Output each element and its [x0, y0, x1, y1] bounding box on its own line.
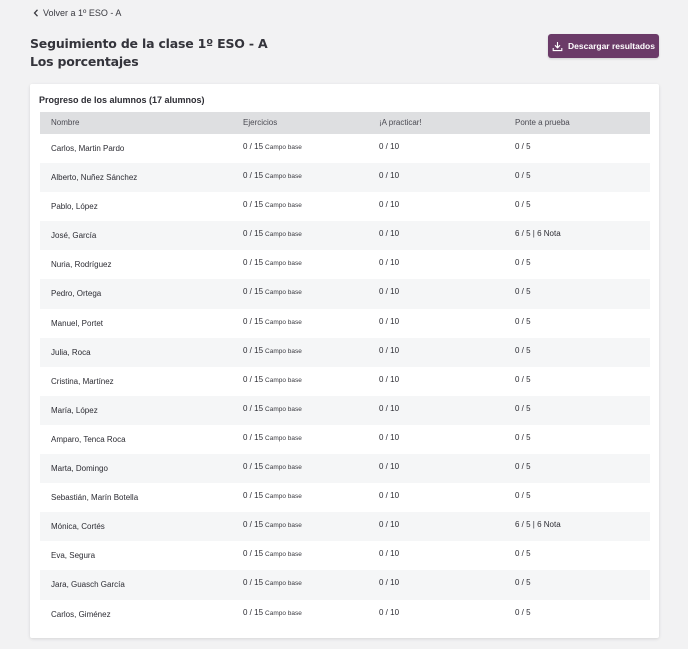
exercises-value: 0 / 15: [243, 258, 264, 268]
exercise-level-tag: Campo base: [265, 202, 302, 210]
exercises-cell: [232, 541, 368, 570]
exercise-level-tag: Campo base: [265, 289, 302, 297]
practice-value: 0 / 10: [379, 578, 400, 588]
student-name: Mónica, Cortés: [51, 522, 105, 532]
test-value: 6 / 5 | 6 Nota: [515, 229, 561, 239]
exercises-cell: [232, 163, 368, 192]
table-row: [40, 396, 650, 425]
student-name: Nuria, Rodríguez: [51, 260, 112, 270]
exercise-level-tag: Campo base: [265, 260, 302, 268]
exercise-level-tag: Campo base: [265, 405, 302, 413]
test-value: 0 / 5: [515, 578, 531, 588]
test-value: 0 / 5: [515, 142, 531, 151]
exercises-value: 0 / 15: [243, 200, 264, 210]
column-header-practice: ¡A practicar!: [379, 118, 422, 127]
exercises-value: 0 / 15: [243, 520, 264, 530]
student-name: Carlos, Giménez: [51, 609, 111, 619]
test-value: 0 / 5: [515, 171, 531, 181]
exercises-cell: [232, 483, 368, 512]
exercises-cell: [232, 396, 368, 425]
exercises-value: 0 / 15: [243, 491, 264, 501]
student-name: Amparo, Tenca Roca: [51, 434, 126, 444]
practice-value: 0 / 10: [379, 520, 400, 530]
practice-value: 0 / 10: [379, 462, 400, 472]
exercises-value: 0 / 15: [243, 374, 264, 384]
exercises-value: 0 / 15: [243, 403, 264, 413]
student-name: Pablo, López: [51, 202, 98, 212]
table-row: [40, 279, 650, 308]
practice-value: 0 / 10: [379, 374, 400, 384]
chevron-left-icon: [33, 9, 39, 17]
table-row: [40, 309, 650, 338]
column-header-exercises: Ejercicios: [243, 118, 278, 127]
exercises-cell: [232, 367, 368, 396]
test-value: 0 / 5: [515, 287, 531, 297]
exercises-value: 0 / 15: [243, 345, 264, 355]
test-value: 0 / 5: [515, 258, 531, 268]
table-row: [40, 338, 650, 367]
test-value: 0 / 5: [515, 374, 531, 384]
back-link[interactable]: [33, 8, 121, 18]
practice-value: 0 / 10: [379, 491, 400, 501]
exercise-level-tag: Campo base: [265, 434, 302, 442]
table-row: [40, 483, 650, 512]
practice-value: 0 / 10: [379, 229, 400, 239]
test-value: 0 / 5: [515, 607, 531, 617]
exercises-value: 0 / 15: [243, 462, 264, 472]
student-name: Eva, Segura: [51, 551, 96, 561]
exercises-cell: [232, 309, 368, 338]
page-title: [30, 35, 268, 71]
exercises-value: 0 / 15: [243, 316, 264, 326]
student-name: Marta, Domingo: [51, 464, 108, 474]
table-row: [40, 367, 650, 396]
exercises-cell: [232, 250, 368, 279]
table-row: [40, 134, 650, 163]
test-value: 0 / 5: [515, 316, 531, 326]
exercise-level-tag: Campo base: [265, 376, 302, 384]
student-name: Cristina, Martínez: [51, 376, 114, 386]
test-value: 0 / 5: [515, 345, 531, 355]
practice-value: 0 / 10: [379, 258, 400, 268]
practice-value: 0 / 10: [379, 403, 400, 413]
practice-value: 0 / 10: [379, 345, 400, 355]
table-row: [40, 250, 650, 279]
exercises-cell: [232, 425, 368, 454]
exercises-cell: [232, 221, 368, 250]
practice-value: 0 / 10: [379, 200, 400, 210]
exercise-level-tag: Campo base: [265, 173, 302, 181]
table-row: [40, 600, 650, 629]
progress-table: [40, 112, 650, 629]
practice-value: 0 / 10: [379, 432, 400, 442]
exercises-cell: [232, 512, 368, 541]
student-name: María, López: [51, 405, 98, 415]
table-header: [40, 112, 650, 134]
table-row: [40, 221, 650, 250]
student-name: Jara, Guasch García: [51, 580, 125, 590]
table-body: [40, 134, 650, 629]
exercises-value: 0 / 15: [243, 432, 264, 442]
column-header-name: Nombre: [51, 118, 80, 127]
page-title-topic: Los porcentajes: [30, 54, 139, 69]
student-name: Alberto, Nuñez Sánchez: [51, 173, 138, 183]
test-value: 6 / 5 | 6 Nota: [515, 520, 561, 530]
table-row: [40, 512, 650, 541]
practice-value: 0 / 10: [379, 316, 400, 326]
exercises-value: 0 / 15: [243, 578, 264, 588]
back-link-label: Volver a 1º ESO - A: [43, 8, 122, 18]
table-row: [40, 163, 650, 192]
table-row: [40, 454, 650, 483]
practice-value: 0 / 10: [379, 171, 400, 181]
exercise-level-tag: Campo base: [265, 609, 302, 617]
student-name: José, García: [51, 231, 97, 241]
progress-card: [30, 84, 659, 638]
student-name: Manuel, Portet: [51, 318, 104, 328]
card-title: Progreso de los alumnos (17 alumnos): [39, 95, 205, 105]
exercises-cell: [232, 279, 368, 308]
table-row: [40, 192, 650, 221]
column-header-test: Ponte a prueba: [515, 118, 570, 127]
test-value: 0 / 5: [515, 462, 531, 472]
exercise-level-tag: Campo base: [265, 144, 302, 151]
student-name: Sebastián, Marín Botella: [51, 493, 139, 503]
practice-value: 0 / 10: [379, 142, 400, 151]
exercises-value: 0 / 15: [243, 549, 264, 559]
exercises-cell: [232, 600, 368, 629]
exercise-level-tag: Campo base: [265, 464, 302, 472]
exercises-value: 0 / 15: [243, 142, 264, 151]
test-value: 0 / 5: [515, 549, 531, 559]
exercises-cell: [232, 192, 368, 221]
exercise-level-tag: Campo base: [265, 318, 302, 326]
test-value: 0 / 5: [515, 200, 531, 210]
practice-value: 0 / 10: [379, 287, 400, 297]
exercises-cell: [232, 570, 368, 599]
student-name: Pedro, Ortega: [51, 289, 102, 299]
exercise-level-tag: Campo base: [265, 580, 302, 588]
exercise-level-tag: Campo base: [265, 551, 302, 559]
table-row: [40, 425, 650, 454]
practice-value: 0 / 10: [379, 607, 400, 617]
student-name: Carlos, Martin Pardo: [51, 144, 125, 153]
exercises-value: 0 / 15: [243, 229, 264, 239]
exercises-cell: [232, 134, 368, 163]
test-value: 0 / 5: [515, 432, 531, 442]
exercise-level-tag: Campo base: [265, 493, 302, 501]
exercises-value: 0 / 15: [243, 607, 264, 617]
test-value: 0 / 5: [515, 491, 531, 501]
download-results-label: Descargar resultados: [568, 41, 655, 51]
exercises-value: 0 / 15: [243, 171, 264, 181]
exercise-level-tag: Campo base: [265, 522, 302, 530]
download-icon: [552, 41, 563, 52]
download-results-button[interactable]: [548, 34, 659, 58]
exercise-level-tag: Campo base: [265, 231, 302, 239]
exercises-value: 0 / 15: [243, 287, 264, 297]
table-row: [40, 541, 650, 570]
table-row: [40, 570, 650, 599]
exercises-cell: [232, 454, 368, 483]
student-name: Julia, Roca: [51, 347, 91, 357]
test-value: 0 / 5: [515, 403, 531, 413]
page-title-class: Seguimiento de la clase 1º ESO - A: [30, 36, 268, 51]
practice-value: 0 / 10: [379, 549, 400, 559]
exercise-level-tag: Campo base: [265, 347, 302, 355]
exercises-cell: [232, 338, 368, 367]
